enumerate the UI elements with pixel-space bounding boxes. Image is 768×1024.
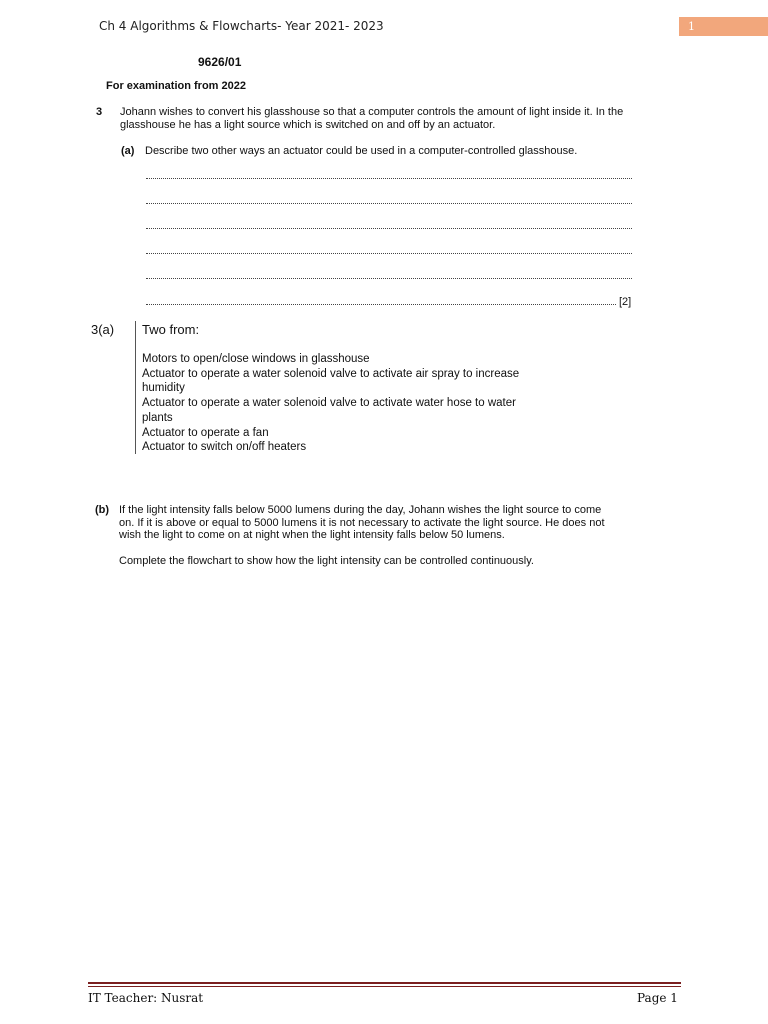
footer-rule [88,982,681,984]
question-text: Johann wishes to convert his glasshouse so that a computer controls the amount of light inside it. In the glasshouse he has a light source which is switched on and off by an actuator. [120,106,624,131]
question-number: 3 [96,106,103,118]
answer-line [146,178,632,179]
answer-line [146,253,632,254]
page-number-badge: 1 [679,17,768,36]
part-a-text: Describe two other ways an actuator could be used in a computer-controlled glasshouse. [145,145,578,157]
mark-scheme-heading: Two from: [142,322,200,337]
answer-line [146,228,632,229]
part-b-instruction: Complete the flowchart to show how the light intensity can be controlled continuously. [119,555,534,567]
document-header-title: Ch 4 Algorithms & Flowcharts- Year 2021- 2023 [99,19,384,33]
mark-scheme-item: Actuator to operate a water solenoid valve to activate water hose to water plants [142,397,516,424]
footer-teacher: IT Teacher: Nusrat [88,991,204,1005]
paper-code: 9626/01 [198,55,242,69]
answer-line [146,278,632,279]
mark-scheme-label: 3(a) [91,322,115,337]
answer-line [146,304,616,305]
mark-scheme-list [142,352,542,455]
answer-line [146,203,632,204]
footer-page-number: Page 1 [637,991,678,1005]
mark-scheme-divider [135,321,136,454]
part-b-text: If the light intensity falls below 5000 lumens during the day, Johann wishes the light source to come on. If it is above or equal to 5000 lumens it is not necessary to activate the light source. He does not wish the light to come on at night when the light intensity falls below 50 lumens. [119,504,605,541]
part-a-label: (a) [121,145,135,157]
part-a-marks: [2] [619,296,632,308]
mark-scheme-item: Motors to open/close windows in glasshouse [142,353,370,365]
part-b-label: (b) [95,504,110,516]
mark-scheme-item: Actuator to operate a fan [142,426,269,439]
footer-rule [88,986,681,987]
mark-scheme-item: Actuator to switch on/off heaters [142,441,307,454]
examination-note: For examination from 2022 [106,80,246,92]
mark-scheme-item: Actuator to operate a water solenoid valve to activate air spray to increase humidity [142,367,520,395]
